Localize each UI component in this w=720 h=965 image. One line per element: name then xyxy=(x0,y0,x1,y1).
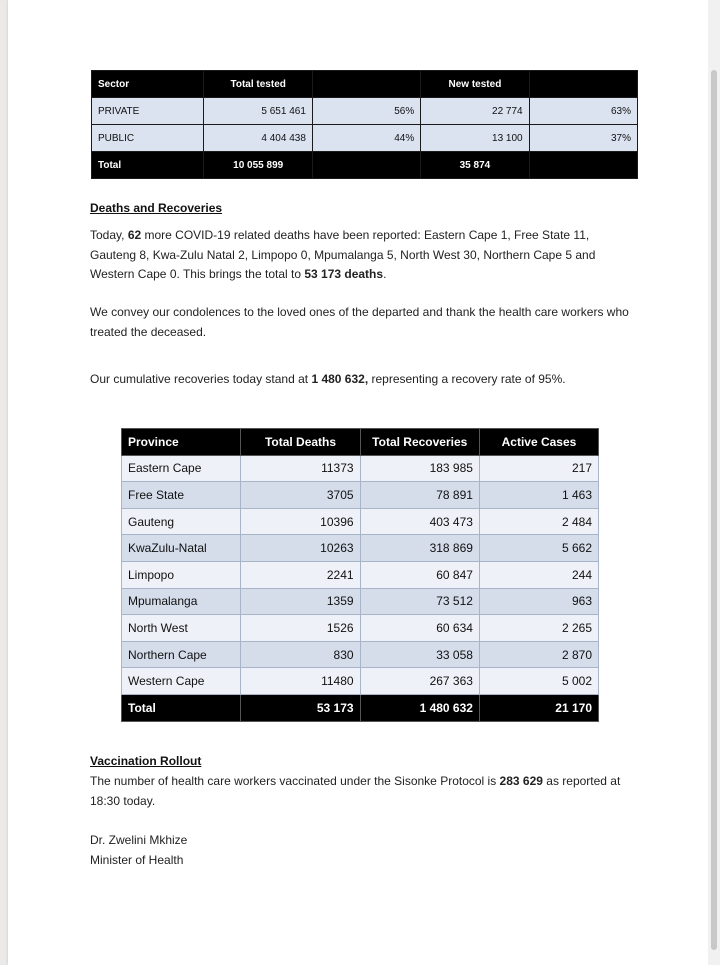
total-label: Total xyxy=(92,152,204,179)
header-province: Province xyxy=(122,429,241,456)
recoveries-cell: 60 634 xyxy=(360,615,479,642)
province-name-cell: Western Cape xyxy=(122,668,241,695)
total-tested-cell: 5 651 461 xyxy=(204,98,312,125)
deaths-cell: 1359 xyxy=(241,588,360,615)
province-name-cell: Free State xyxy=(122,482,241,509)
province-name-cell: Limpopo xyxy=(122,561,241,588)
total-recoveries-sum: 1 480 632 xyxy=(360,694,479,721)
table-row xyxy=(122,588,599,615)
recoveries-cell: 60 847 xyxy=(360,561,479,588)
table-row xyxy=(122,641,599,668)
scrollbar-thumb[interactable] xyxy=(711,70,717,950)
table-row xyxy=(122,482,599,509)
deaths-cell: 10263 xyxy=(241,535,360,562)
deaths-cell: 1526 xyxy=(241,615,360,642)
sector-cell: PUBLIC xyxy=(92,125,204,152)
text-span: . xyxy=(383,267,387,281)
deaths-heading: Deaths and Recoveries xyxy=(90,201,223,215)
recoveries-count: 1 480 632, xyxy=(311,372,369,386)
deaths-cell: 10396 xyxy=(241,508,360,535)
condolences-paragraph: We convey our condolences to the loved ones of the departed and thank the health care workers who treated the deceased. xyxy=(90,305,629,339)
active-cases-cell: 963 xyxy=(479,588,598,615)
active-cases-cell: 2 265 xyxy=(479,615,598,642)
total-label: Total xyxy=(122,694,241,721)
active-cases-sum: 21 170 xyxy=(479,694,598,721)
table-row xyxy=(122,508,599,535)
text-span: Our cumulative recoveries today stand at xyxy=(90,372,312,386)
province-table-header xyxy=(122,429,599,456)
province-name-cell: Northern Cape xyxy=(122,641,241,668)
recoveries-cell: 78 891 xyxy=(360,482,479,509)
text-span: as reported at 18:30 today. xyxy=(90,774,621,808)
vertical-scrollbar[interactable] xyxy=(708,0,720,965)
text-span: more COVID-19 related deaths have been reported: Eastern Cape 1, Free State 11, Gauteng 8, Kwa-Zulu Natal 2, Limpopo 0, Mpumalanga 5, North West 30, Northern Cape 5 and Western Cape 0. This brings the total to xyxy=(90,228,596,281)
table-row xyxy=(122,615,599,642)
recoveries-cell: 267 363 xyxy=(360,668,479,695)
table-row xyxy=(122,455,599,482)
deaths-count: 62 xyxy=(127,228,142,242)
recoveries-cell: 183 985 xyxy=(360,455,479,482)
province-name-cell: Mpumalanga xyxy=(122,588,241,615)
table-row xyxy=(122,535,599,562)
new-pct-cell: 63% xyxy=(529,98,637,125)
table-row xyxy=(92,125,638,152)
table-row xyxy=(92,98,638,125)
active-cases-cell: 244 xyxy=(479,561,598,588)
header-sector: Sector xyxy=(92,71,204,98)
recoveries-cell: 33 058 xyxy=(360,641,479,668)
table-row xyxy=(122,668,599,695)
vaccinated-count: 283 629 xyxy=(499,774,543,788)
new-tested-sum: 35 874 xyxy=(421,152,529,179)
recoveries-cell: 318 869 xyxy=(360,535,479,562)
new-tested-cell: 13 100 xyxy=(421,125,529,152)
total-pct-cell: 44% xyxy=(312,125,420,152)
sector-testing-table xyxy=(91,70,638,179)
recoveries-cell: 73 512 xyxy=(360,588,479,615)
header-active-cases: Active Cases xyxy=(479,429,598,456)
header-new-pct xyxy=(529,71,637,98)
province-name-cell: KwaZulu-Natal xyxy=(122,535,241,562)
signature-title: Minister of Health xyxy=(90,853,184,867)
new-tested-cell: 22 774 xyxy=(421,98,529,125)
province-name-cell: Eastern Cape xyxy=(122,455,241,482)
text-span: The number of health care workers vaccinated under the Sisonke Protocol is xyxy=(90,774,500,788)
province-total-row xyxy=(122,694,599,721)
sector-total-row xyxy=(92,152,638,179)
deaths-cell: 830 xyxy=(241,641,360,668)
signature-name: Dr. Zwelini Mkhize xyxy=(90,833,188,847)
text-span: Today, xyxy=(90,228,128,242)
deaths-total: 53 173 deaths xyxy=(304,267,384,281)
total-pct-cell: 56% xyxy=(312,98,420,125)
active-cases-cell: 5 662 xyxy=(479,535,598,562)
deaths-cell: 3705 xyxy=(241,482,360,509)
header-total-deaths: Total Deaths xyxy=(241,429,360,456)
deaths-cell: 11373 xyxy=(241,455,360,482)
total-tested-cell: 4 404 438 xyxy=(204,125,312,152)
sector-table-header xyxy=(92,71,638,98)
province-name-cell: Gauteng xyxy=(122,508,241,535)
deaths-cell: 11480 xyxy=(241,668,360,695)
total-tested-sum: 10 055 899 xyxy=(204,152,312,179)
active-cases-cell: 2 484 xyxy=(479,508,598,535)
active-cases-cell: 5 002 xyxy=(479,668,598,695)
deaths-cell: 2241 xyxy=(241,561,360,588)
total-deaths-sum: 53 173 xyxy=(241,694,360,721)
province-table xyxy=(121,428,599,722)
empty-cell xyxy=(312,152,420,179)
document-page xyxy=(8,0,708,965)
header-total-recoveries: Total Recoveries xyxy=(360,429,479,456)
header-new-tested: New tested xyxy=(421,71,529,98)
deaths-paragraph xyxy=(90,226,635,285)
empty-cell xyxy=(529,152,637,179)
text-span: representing a recovery rate of 95%. xyxy=(368,372,566,386)
active-cases-cell: 2 870 xyxy=(479,641,598,668)
recoveries-paragraph xyxy=(90,370,635,390)
vaccination-heading: Vaccination Rollout xyxy=(90,754,202,768)
sector-cell: PRIVATE xyxy=(92,98,204,125)
active-cases-cell: 1 463 xyxy=(479,482,598,509)
table-row xyxy=(122,561,599,588)
active-cases-cell: 217 xyxy=(479,455,598,482)
province-name-cell: North West xyxy=(122,615,241,642)
new-pct-cell: 37% xyxy=(529,125,637,152)
header-total-pct xyxy=(312,71,420,98)
header-total-tested: Total tested xyxy=(204,71,312,98)
recoveries-cell: 403 473 xyxy=(360,508,479,535)
vaccination-paragraph xyxy=(90,772,635,811)
